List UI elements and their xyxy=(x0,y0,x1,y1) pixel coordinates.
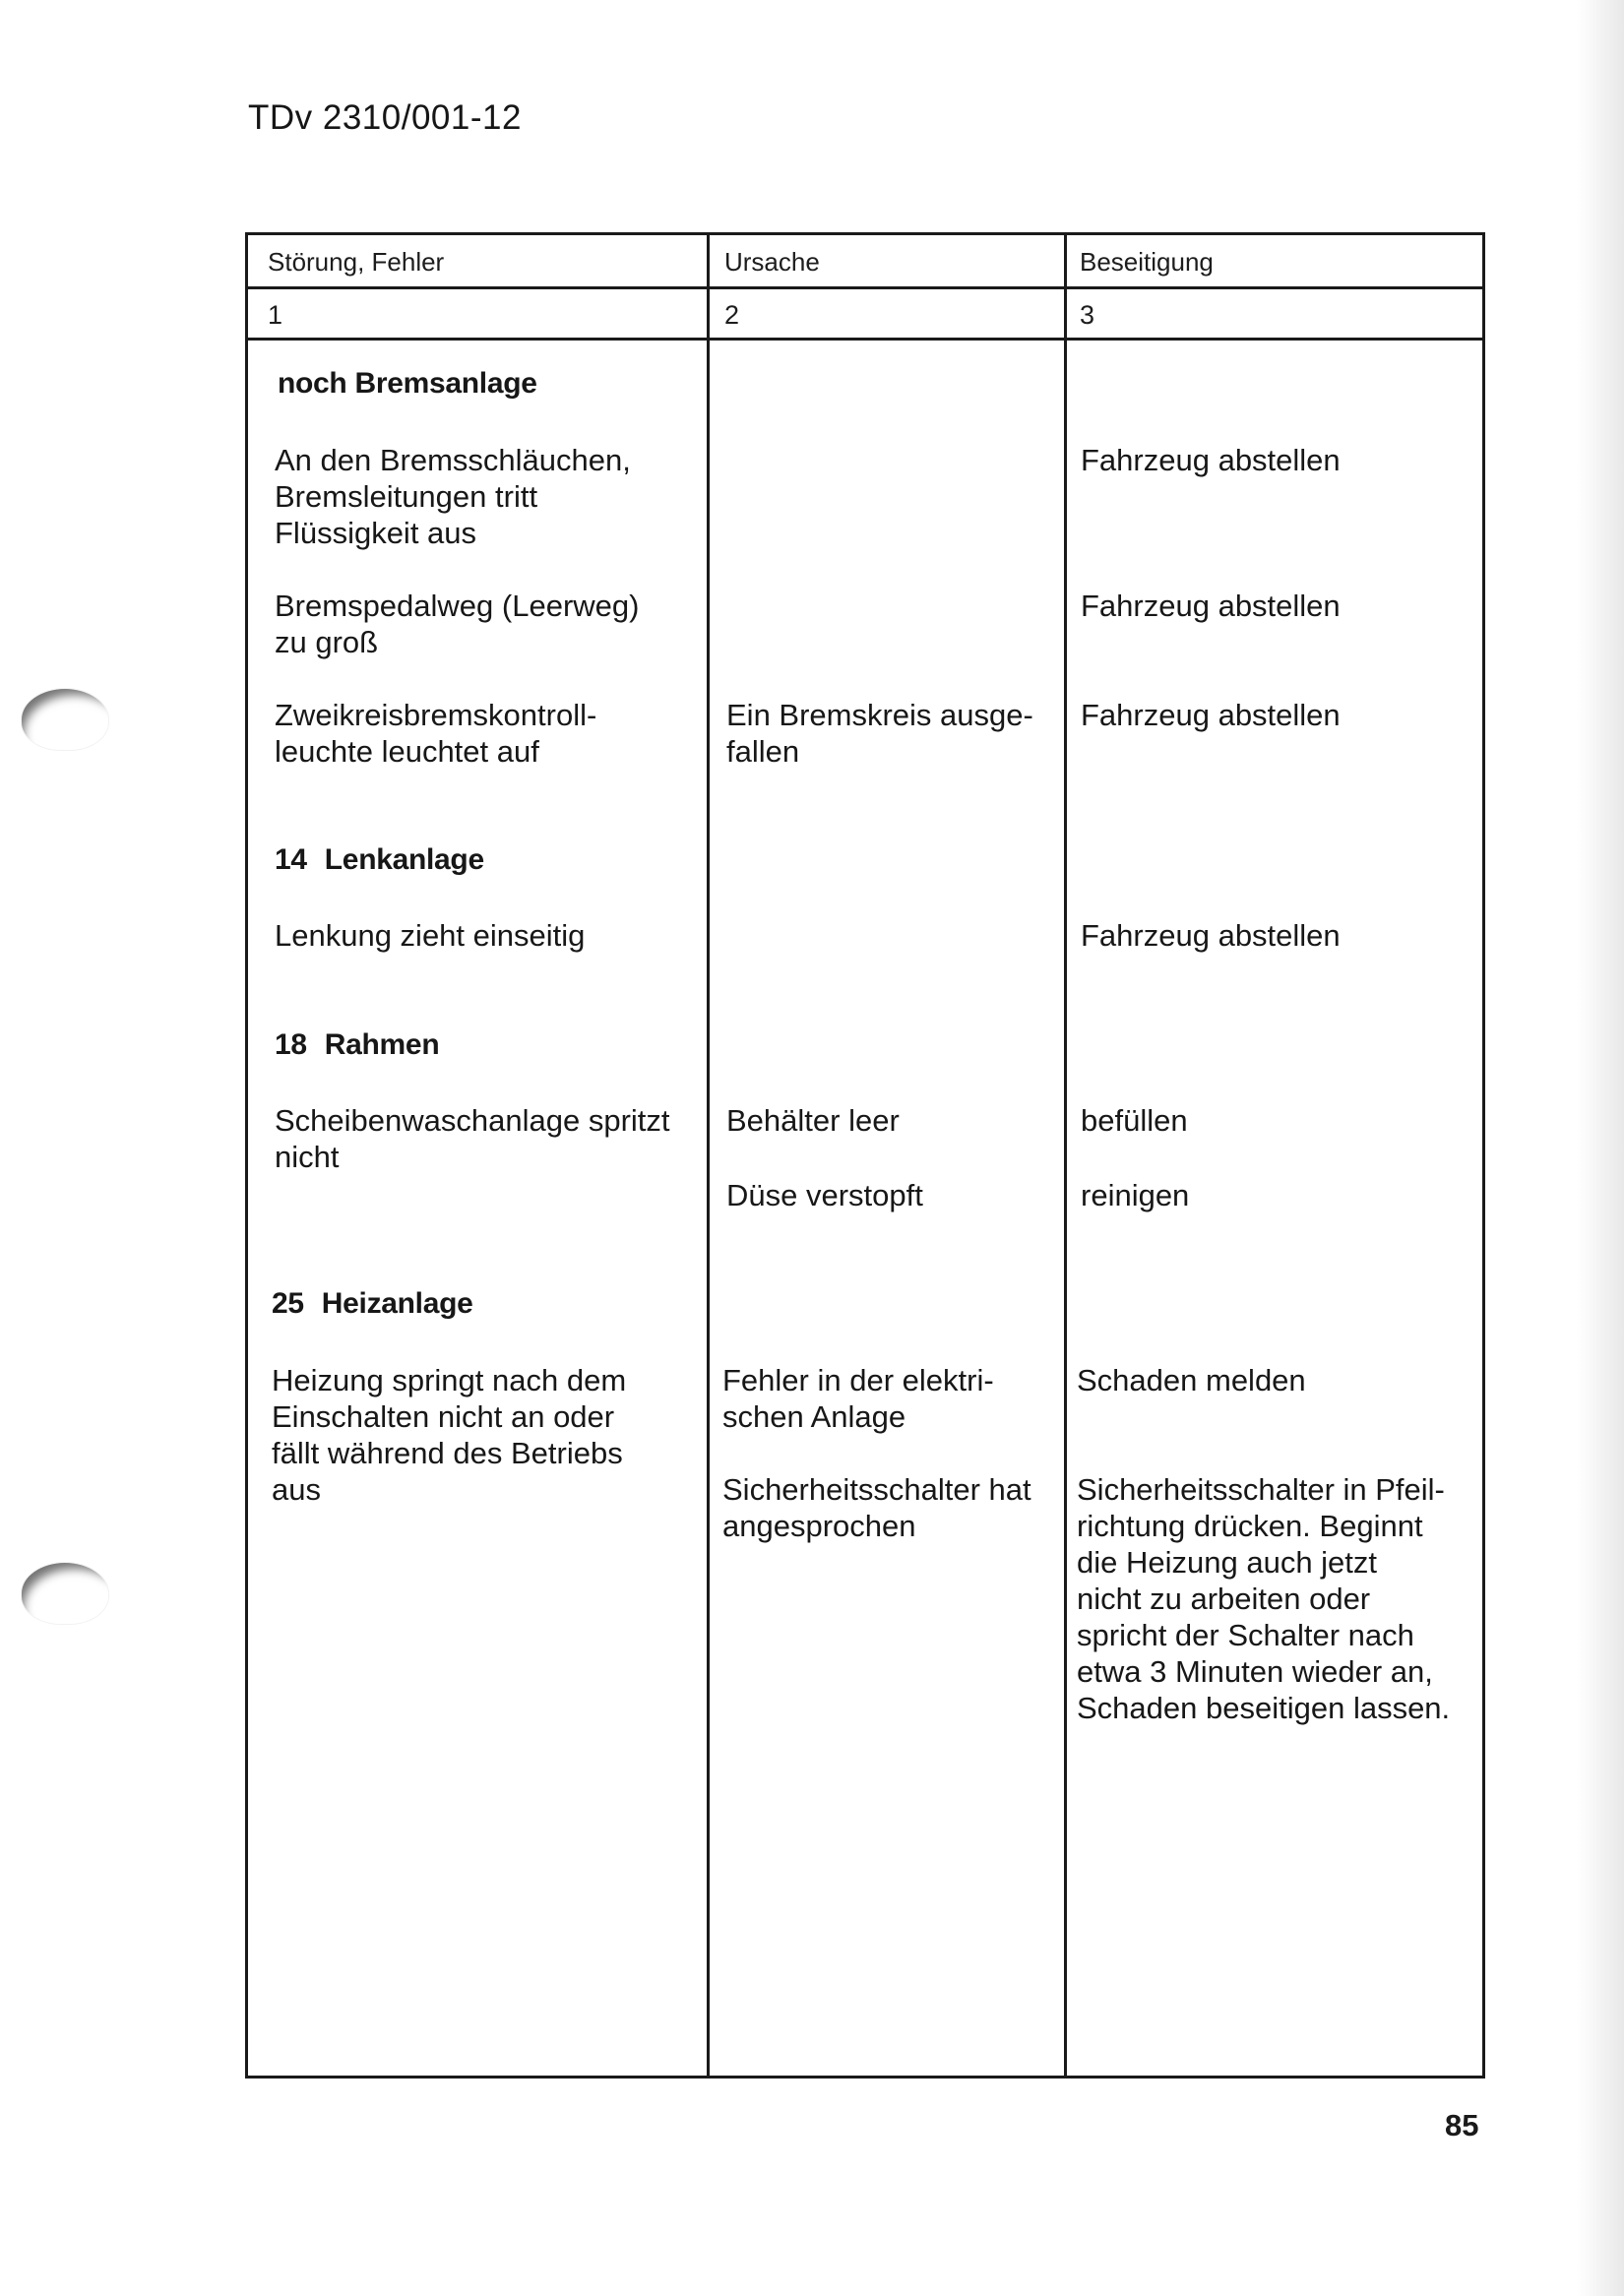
punch-hole-bottom xyxy=(22,1563,108,1624)
section-title-heizanlage xyxy=(272,1287,473,1321)
section-label: Lenkanlage xyxy=(324,843,484,876)
punch-hole-top xyxy=(22,689,108,750)
stoerung-cell: Heizung springt nach dem Einschalten nicht an oder fällt während des Betriebs aus xyxy=(272,1363,627,1507)
section-label: Rahmen xyxy=(324,1028,440,1061)
ursache-cell: Fehler in der elektri- schen Anlage xyxy=(722,1363,994,1434)
ursache-cell: Behälter leer xyxy=(726,1103,900,1138)
section-number: 14 xyxy=(275,843,307,876)
beseitigung-cell: Fahrzeug abstellen xyxy=(1081,698,1341,732)
header-beseitigung: Beseitigung xyxy=(1080,247,1214,277)
beseitigung-cell: Schaden melden xyxy=(1077,1363,1306,1397)
stoerung-cell: An den Bremsschläuchen, Bremsleitungen tritt Flüssigkeit aus xyxy=(275,443,631,550)
document-id: TDv 2310/001-12 xyxy=(248,98,522,137)
ursache-cell: Düse verstopft xyxy=(726,1178,923,1212)
beseitigung-cell: Fahrzeug abstellen xyxy=(1081,589,1341,623)
beseitigung-cell: Fahrzeug abstellen xyxy=(1081,918,1341,953)
ursache-cell: Sicherheitsschalter hat angesprochen xyxy=(722,1472,1031,1543)
header-divider xyxy=(248,286,1482,289)
section-label: Heizanlage xyxy=(321,1287,473,1320)
ursache-cell: Ein Bremskreis ausge- fallen xyxy=(726,698,1033,769)
beseitigung-cell: reinigen xyxy=(1081,1178,1190,1212)
column-number-1: 1 xyxy=(268,300,283,330)
beseitigung-cell: befüllen xyxy=(1081,1103,1188,1138)
beseitigung-cell: Sicherheitsschalter in Pfeil- richtung drücken. Beginnt die Heizung auch jetzt nicht zu arbeiten oder spricht der Schalter nach etwa 3 Minuten wieder an, Schaden beseitigen lassen. xyxy=(1077,1472,1451,1725)
stoerung-cell: Scheibenwaschanlage spritzt nicht xyxy=(275,1103,670,1174)
beseitigung-cell: Fahrzeug abstellen xyxy=(1081,443,1341,477)
stoerung-cell: Lenkung zieht einseitig xyxy=(275,918,586,953)
column-number-2: 2 xyxy=(724,300,740,330)
section-number: 18 xyxy=(275,1028,307,1061)
section-number: 25 xyxy=(272,1287,304,1320)
stoerung-cell: Bremspedalweg (Leerweg) zu groß xyxy=(275,589,640,659)
section-title-lenkanlage xyxy=(275,843,484,877)
troubleshooting-table xyxy=(245,232,1485,2079)
header-ursache: Ursache xyxy=(724,247,820,277)
page-number: 85 xyxy=(1445,2108,1479,2142)
page-edge-shadow xyxy=(1577,0,1624,2296)
column-number-3: 3 xyxy=(1080,300,1095,330)
column-divider xyxy=(707,235,710,2076)
section-title-rahmen xyxy=(275,1028,439,1062)
header-stoerung: Störung, Fehler xyxy=(268,247,445,277)
header-divider xyxy=(248,338,1482,341)
column-divider xyxy=(1064,235,1067,2076)
section-title-bremsanlage: noch Bremsanlage xyxy=(278,367,537,400)
stoerung-cell: Zweikreisbremskontroll- leuchte leuchtet auf xyxy=(275,698,597,769)
